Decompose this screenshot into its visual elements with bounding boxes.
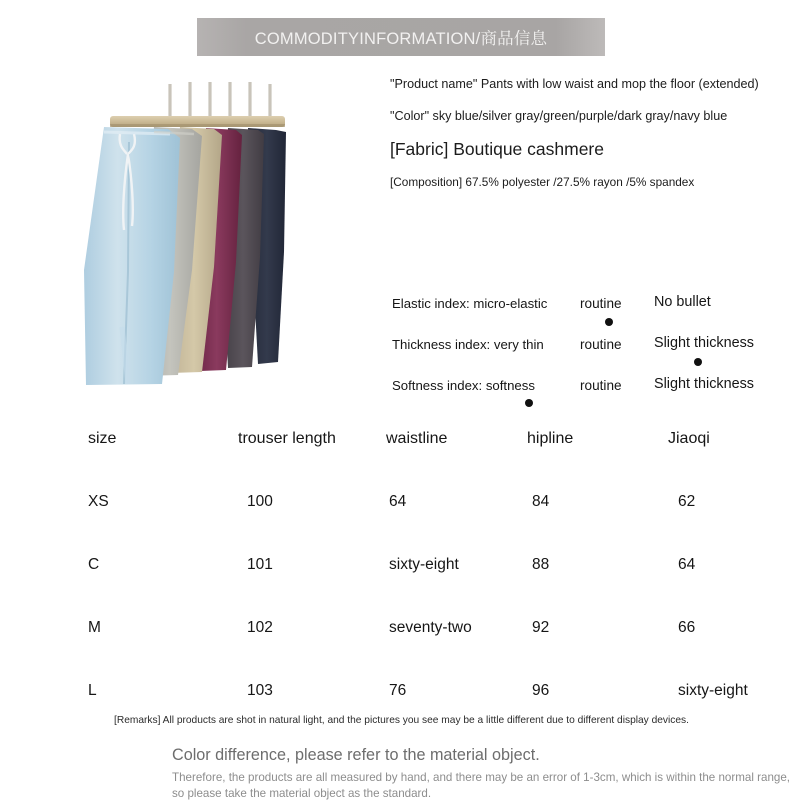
index-right-elastic: No bullet <box>654 294 711 310</box>
index-row-softness <box>392 374 792 415</box>
index-middle-thickness: routine <box>580 337 622 352</box>
index-marker-dot <box>525 399 533 407</box>
spacer <box>390 160 790 174</box>
cell-size: M <box>88 619 101 636</box>
cell-size: C <box>88 556 100 573</box>
cell-waistline: sixty-eight <box>389 556 459 573</box>
index-marker-dot <box>605 318 613 326</box>
index-label-thickness: Thickness index: very thin <box>392 337 544 352</box>
spacer <box>390 92 790 108</box>
cell-jiaoqi: sixty-eight <box>678 682 748 699</box>
table-row <box>0 619 800 682</box>
hanger-rail <box>110 116 285 128</box>
cell-jiaoqi: 64 <box>678 556 696 573</box>
product-name-line: "Product name" Pants with low waist and mop the floor (extended) <box>390 77 759 91</box>
cell-hipline: 96 <box>532 682 550 699</box>
index-marker-dot <box>694 358 702 366</box>
measurement-note-text: Therefore, the products are all measured by hand, and there may be an error of 1-3cm, which is within the normal range, so please take the material object as the standard. <box>172 771 791 800</box>
commodity-information-banner <box>197 18 605 56</box>
product-photo <box>62 72 392 410</box>
index-row-thickness <box>392 333 792 374</box>
pants-sky-blue <box>84 127 180 385</box>
remarks-text: [Remarks] All products are shot in natural light, and the pictures you see may be a little different due to different display devices. <box>114 715 689 726</box>
cell-hipline: 92 <box>532 619 550 636</box>
index-row-elastic <box>392 292 792 333</box>
index-middle-elastic: routine <box>580 296 622 311</box>
hanger-hooks <box>170 82 270 119</box>
cell-size: L <box>88 682 97 699</box>
banner-title: COMMODITYINFORMATION/商品信息 <box>254 30 548 48</box>
product-color-line: "Color" sky blue/silver gray/green/purple/dark gray/navy blue <box>390 109 728 123</box>
product-description <box>390 76 790 190</box>
cell-length: 101 <box>247 556 273 573</box>
column-header-length: trouser length <box>238 430 336 447</box>
product-fabric-line: [Fabric] Boutique cashmere <box>390 139 604 159</box>
column-header-size: size <box>88 430 117 447</box>
index-right-thickness: Slight thickness <box>654 335 754 351</box>
color-difference-text: Color difference, please refer to the material object. <box>172 746 540 764</box>
size-table <box>0 430 800 745</box>
cell-waistline: 64 <box>389 493 407 510</box>
table-row <box>0 556 800 619</box>
index-right-softness: Slight thickness <box>654 376 754 392</box>
cell-size: XS <box>88 493 109 510</box>
cell-length: 103 <box>247 682 273 699</box>
cell-waistline: seventy-two <box>389 619 472 636</box>
cell-length: 100 <box>247 493 273 510</box>
column-header-waistline: waistline <box>386 430 448 447</box>
spacer <box>390 124 790 138</box>
table-header-row <box>0 430 800 493</box>
table-row <box>0 493 800 556</box>
column-header-jiaoqi: Jiaoqi <box>668 430 710 447</box>
cell-hipline: 88 <box>532 556 550 573</box>
cell-hipline: 84 <box>532 493 550 510</box>
cell-jiaoqi: 62 <box>678 493 696 510</box>
cell-waistline: 76 <box>389 682 407 699</box>
index-rating-rows <box>392 292 792 415</box>
cell-jiaoqi: 66 <box>678 619 696 636</box>
index-middle-softness: routine <box>580 378 622 393</box>
column-header-hipline: hipline <box>527 430 574 447</box>
product-composition-line: [Composition] 67.5% polyester /27.5% rayon /5% spandex <box>390 175 695 189</box>
index-label-softness: Softness index: softness <box>392 378 535 393</box>
index-label-elastic: Elastic index: micro-elastic <box>392 296 548 311</box>
cell-length: 102 <box>247 619 273 636</box>
